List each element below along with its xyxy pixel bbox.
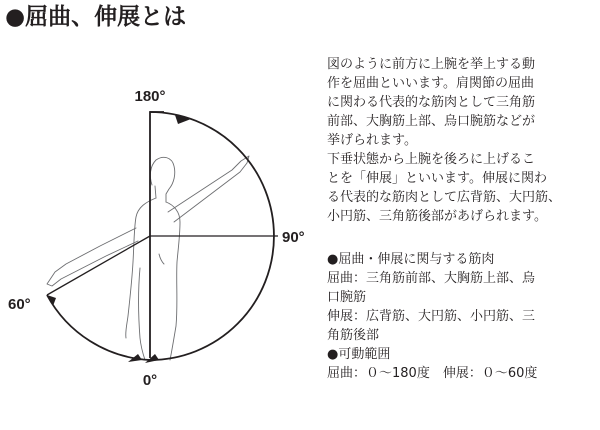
arc-arrowhead-icon bbox=[145, 354, 159, 363]
muscle-info bbox=[327, 250, 595, 383]
description-text bbox=[327, 55, 595, 226]
muscles-line: 屈曲：三角筋前部、大胸筋上部、烏 bbox=[327, 271, 536, 286]
description-line: 前部、大胸筋上部、烏口腕筋などが bbox=[327, 114, 536, 129]
angle-axes bbox=[47, 112, 278, 358]
muscles-line: 角筋後部 bbox=[327, 328, 380, 343]
description-line: 作を屈曲といいます。肩関節の屈曲 bbox=[327, 76, 534, 91]
description-line: 小円筋、三角筋後部があげられます。 bbox=[327, 209, 547, 224]
label-90-deg: 90° bbox=[282, 229, 305, 246]
extension-60-line bbox=[47, 236, 150, 295]
section-heading: ●屈曲、伸展とは bbox=[5, 4, 187, 30]
description-line: 下垂状態から上腕を後ろに上げるこ bbox=[327, 152, 536, 167]
vertical-axis-line bbox=[150, 112, 164, 358]
flexion-arc bbox=[145, 112, 274, 363]
label-60-deg: 60° bbox=[8, 296, 31, 313]
label-0-deg: 0° bbox=[142, 372, 158, 389]
range-line: 屈曲：０～180度 伸展：０～60度 bbox=[327, 366, 538, 381]
description-line: 挙げられます。 bbox=[327, 133, 417, 148]
muscles-title: ●屈曲・伸展に関与する筋肉 bbox=[327, 252, 495, 267]
description-line: る代表的な筋肉として広背筋、大円筋、 bbox=[327, 190, 562, 205]
description-line: 図のように前方に上腕を挙上する動 bbox=[327, 57, 536, 72]
description-line: に関わる代表的な筋肉として三角筋 bbox=[327, 95, 536, 110]
extension-arc bbox=[47, 295, 150, 362]
range-title: ●可動範囲 bbox=[327, 347, 391, 362]
description-line: とを「伸展」といいます。伸展に関わ bbox=[327, 171, 547, 186]
label-180-deg: 180° bbox=[134, 88, 166, 105]
human-figure-illustration bbox=[47, 156, 249, 360]
muscles-line: 伸展：広背筋、大円筋、小円筋、三 bbox=[327, 309, 536, 324]
muscles-line: 口腕筋 bbox=[327, 290, 367, 305]
